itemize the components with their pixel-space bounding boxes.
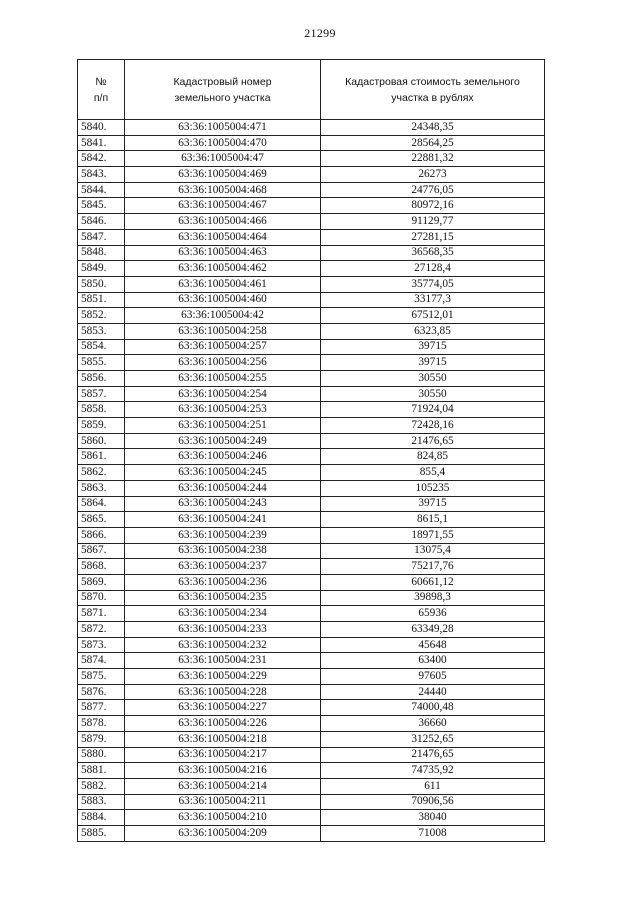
cadastral-number: 63:36:1005004:218	[125, 731, 321, 747]
cadastral-number: 63:36:1005004:464	[125, 229, 321, 245]
cadastral-value: 63349,28	[321, 622, 545, 638]
row-number: 5881.	[78, 763, 125, 779]
table-row	[78, 763, 545, 779]
cadastral-value: 39715	[321, 339, 545, 355]
table-row	[78, 731, 545, 747]
cadastral-number: 63:36:1005004:239	[125, 527, 321, 543]
cadastral-number: 63:36:1005004:216	[125, 763, 321, 779]
row-number: 5855.	[78, 355, 125, 371]
table-body	[78, 120, 545, 842]
cadastral-value: 72428,16	[321, 418, 545, 434]
cadastral-value: 36568,35	[321, 245, 545, 261]
cadastral-value: 27281,15	[321, 229, 545, 245]
header-number-line-1: №	[95, 75, 107, 88]
cadastral-number: 63:36:1005004:238	[125, 543, 321, 559]
row-number: 5869.	[78, 574, 125, 590]
table-row	[78, 167, 545, 183]
table-row	[78, 825, 545, 841]
cadastral-number: 63:36:1005004:460	[125, 292, 321, 308]
row-number: 5871.	[78, 606, 125, 622]
row-number: 5842.	[78, 151, 125, 167]
table-row	[78, 276, 545, 292]
cadastral-value: 13075,4	[321, 543, 545, 559]
row-number: 5841.	[78, 135, 125, 151]
cadastral-value: 27128,4	[321, 261, 545, 277]
table-row	[78, 339, 545, 355]
cadastral-value: 611	[321, 778, 545, 794]
cadastral-value: 39715	[321, 355, 545, 371]
table-row	[78, 449, 545, 465]
table-row	[78, 402, 545, 418]
cadastral-number: 63:36:1005004:257	[125, 339, 321, 355]
cadastral-number: 63:36:1005004:210	[125, 810, 321, 826]
table-row	[78, 700, 545, 716]
cadastral-value: 24348,35	[321, 120, 545, 136]
row-number: 5877.	[78, 700, 125, 716]
cadastral-value: 63400	[321, 653, 545, 669]
row-number: 5882.	[78, 778, 125, 794]
table-row	[78, 559, 545, 575]
cadastral-value: 24440	[321, 684, 545, 700]
cadastral-number: 63:36:1005004:469	[125, 167, 321, 183]
cadastral-value: 91129,77	[321, 214, 545, 230]
table-row	[78, 433, 545, 449]
row-number: 5850.	[78, 276, 125, 292]
row-number: 5861.	[78, 449, 125, 465]
cadastral-number: 63:36:1005004:235	[125, 590, 321, 606]
row-number: 5863.	[78, 480, 125, 496]
cadastral-number: 63:36:1005004:227	[125, 700, 321, 716]
cadastral-value: 67512,01	[321, 308, 545, 324]
row-number: 5852.	[78, 308, 125, 324]
cadastral-value: 21476,65	[321, 433, 545, 449]
row-number: 5862.	[78, 465, 125, 481]
table-header-row	[78, 60, 545, 120]
table-row	[78, 590, 545, 606]
cadastral-number: 63:36:1005004:233	[125, 622, 321, 638]
cadastral-number: 63:36:1005004:466	[125, 214, 321, 230]
table-row	[78, 684, 545, 700]
table-row	[78, 465, 545, 481]
cadastral-value: 855,4	[321, 465, 545, 481]
cadastral-number: 63:36:1005004:256	[125, 355, 321, 371]
cadastral-number: 63:36:1005004:245	[125, 465, 321, 481]
table-row	[78, 543, 545, 559]
table-row	[78, 747, 545, 763]
cadastral-number: 63:36:1005004:255	[125, 371, 321, 387]
table-row	[78, 653, 545, 669]
header-value-line-2: участка в рублях	[391, 91, 474, 104]
row-number: 5849.	[78, 261, 125, 277]
table-row	[78, 637, 545, 653]
row-number: 5867.	[78, 543, 125, 559]
row-number: 5876.	[78, 684, 125, 700]
table-row	[78, 135, 545, 151]
row-number: 5840.	[78, 120, 125, 136]
cadastral-number: 63:36:1005004:462	[125, 261, 321, 277]
row-number: 5848.	[78, 245, 125, 261]
cadastral-value: 39898,3	[321, 590, 545, 606]
row-number: 5857.	[78, 386, 125, 402]
cadastral-value: 22881,32	[321, 151, 545, 167]
table-row	[78, 245, 545, 261]
row-number: 5884.	[78, 810, 125, 826]
row-number: 5843.	[78, 167, 125, 183]
header-value-line-1: Кадастровая стоимость земельного	[345, 75, 520, 88]
row-number: 5845.	[78, 198, 125, 214]
cadastral-value: 26273	[321, 167, 545, 183]
header-number-line-2: п/п	[93, 91, 109, 104]
cadastral-value: 80972,16	[321, 198, 545, 214]
cadastral-number: 63:36:1005004:226	[125, 716, 321, 732]
cadastral-number: 63:36:1005004:241	[125, 512, 321, 528]
row-number: 5846.	[78, 214, 125, 230]
cadastral-value: 8615,1	[321, 512, 545, 528]
row-number: 5880.	[78, 747, 125, 763]
row-number: 5870.	[78, 590, 125, 606]
cadastral-value: 74735,92	[321, 763, 545, 779]
row-number: 5878.	[78, 716, 125, 732]
cadastral-number: 63:36:1005004:214	[125, 778, 321, 794]
cadastral-number: 63:36:1005004:246	[125, 449, 321, 465]
cadastral-value: 18971,55	[321, 527, 545, 543]
table-row	[78, 292, 545, 308]
cadastral-value: 33177,3	[321, 292, 545, 308]
cadastral-number: 63:36:1005004:209	[125, 825, 321, 841]
table-row	[78, 574, 545, 590]
table-row	[78, 418, 545, 434]
table-row	[78, 496, 545, 512]
header-cadastral-line-2: земельного участка	[174, 91, 271, 104]
cadastral-number: 63:36:1005004:471	[125, 120, 321, 136]
row-number: 5866.	[78, 527, 125, 543]
cadastral-number: 63:36:1005004:253	[125, 402, 321, 418]
cadastral-value-table	[77, 59, 545, 842]
row-number: 5844.	[78, 182, 125, 198]
cadastral-number: 63:36:1005004:249	[125, 433, 321, 449]
table-row	[78, 214, 545, 230]
cadastral-number: 63:36:1005004:254	[125, 386, 321, 402]
cadastral-number: 63:36:1005004:217	[125, 747, 321, 763]
table-row	[78, 371, 545, 387]
row-number: 5872.	[78, 622, 125, 638]
table-row	[78, 120, 545, 136]
table-row	[78, 308, 545, 324]
table-row	[78, 182, 545, 198]
cadastral-value: 30550	[321, 386, 545, 402]
cadastral-value: 30550	[321, 371, 545, 387]
table-row	[78, 386, 545, 402]
cadastral-value: 70906,56	[321, 794, 545, 810]
row-number: 5875.	[78, 669, 125, 685]
cadastral-number: 63:36:1005004:470	[125, 135, 321, 151]
header-number	[78, 60, 125, 120]
cadastral-value: 97605	[321, 669, 545, 685]
cadastral-number: 63:36:1005004:47	[125, 151, 321, 167]
row-number: 5879.	[78, 731, 125, 747]
cadastral-number: 63:36:1005004:468	[125, 182, 321, 198]
cadastral-value: 65936	[321, 606, 545, 622]
cadastral-number: 63:36:1005004:243	[125, 496, 321, 512]
table-row	[78, 512, 545, 528]
cadastral-value: 36660	[321, 716, 545, 732]
cadastral-number: 63:36:1005004:234	[125, 606, 321, 622]
row-number: 5864.	[78, 496, 125, 512]
table-row	[78, 622, 545, 638]
cadastral-value: 74000,48	[321, 700, 545, 716]
table-row	[78, 480, 545, 496]
cadastral-number: 63:36:1005004:463	[125, 245, 321, 261]
cadastral-value: 35774,05	[321, 276, 545, 292]
cadastral-value: 6323,85	[321, 323, 545, 339]
cadastral-number: 63:36:1005004:211	[125, 794, 321, 810]
table-row	[78, 355, 545, 371]
cadastral-number: 63:36:1005004:232	[125, 637, 321, 653]
cadastral-value: 31252,65	[321, 731, 545, 747]
header-cadastral-number	[125, 60, 321, 120]
cadastral-value: 105235	[321, 480, 545, 496]
row-number: 5853.	[78, 323, 125, 339]
cadastral-number: 63:36:1005004:42	[125, 308, 321, 324]
header-cadastral-line-1: Кадастровый номер	[173, 75, 272, 88]
table-row	[78, 778, 545, 794]
row-number: 5883.	[78, 794, 125, 810]
table-row	[78, 323, 545, 339]
cadastral-value: 39715	[321, 496, 545, 512]
header-cadastral-value	[321, 60, 545, 120]
table-row	[78, 669, 545, 685]
cadastral-number: 63:36:1005004:231	[125, 653, 321, 669]
cadastral-value: 71008	[321, 825, 545, 841]
cadastral-value: 75217,76	[321, 559, 545, 575]
table-row	[78, 261, 545, 277]
cadastral-number: 63:36:1005004:461	[125, 276, 321, 292]
cadastral-value: 21476,65	[321, 747, 545, 763]
page-number: 21299	[304, 26, 336, 40]
table-row	[78, 810, 545, 826]
row-number: 5854.	[78, 339, 125, 355]
cadastral-value: 38040	[321, 810, 545, 826]
row-number: 5860.	[78, 433, 125, 449]
cadastral-value: 28564,25	[321, 135, 545, 151]
cadastral-number: 63:36:1005004:228	[125, 684, 321, 700]
table-row	[78, 794, 545, 810]
row-number: 5865.	[78, 512, 125, 528]
cadastral-number: 63:36:1005004:258	[125, 323, 321, 339]
row-number: 5858.	[78, 402, 125, 418]
cadastral-number: 63:36:1005004:237	[125, 559, 321, 575]
table-row	[78, 229, 545, 245]
row-number: 5885.	[78, 825, 125, 841]
row-number: 5856.	[78, 371, 125, 387]
cadastral-number: 63:36:1005004:251	[125, 418, 321, 434]
row-number: 5859.	[78, 418, 125, 434]
cadastral-value: 824,85	[321, 449, 545, 465]
cadastral-number: 63:36:1005004:236	[125, 574, 321, 590]
table-row	[78, 198, 545, 214]
table-row	[78, 716, 545, 732]
row-number: 5868.	[78, 559, 125, 575]
row-number: 5847.	[78, 229, 125, 245]
cadastral-number: 63:36:1005004:467	[125, 198, 321, 214]
row-number: 5874.	[78, 653, 125, 669]
cadastral-number: 63:36:1005004:229	[125, 669, 321, 685]
cadastral-number: 63:36:1005004:244	[125, 480, 321, 496]
cadastral-value: 24776,05	[321, 182, 545, 198]
table-row	[78, 606, 545, 622]
table-row	[78, 151, 545, 167]
cadastral-value: 71924,04	[321, 402, 545, 418]
row-number: 5851.	[78, 292, 125, 308]
table-row	[78, 527, 545, 543]
cadastral-value: 60661,12	[321, 574, 545, 590]
row-number: 5873.	[78, 637, 125, 653]
cadastral-value: 45648	[321, 637, 545, 653]
